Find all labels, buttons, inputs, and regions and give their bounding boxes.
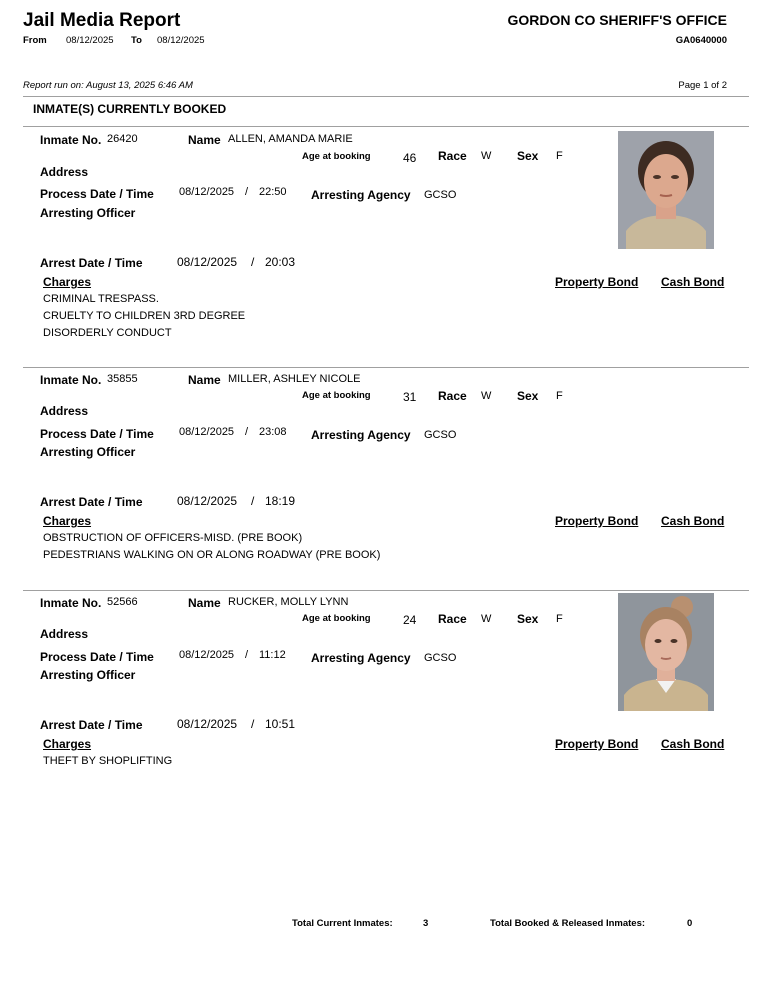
address-label: Address (40, 404, 89, 418)
inmate-no-label: Inmate No. (40, 373, 102, 387)
inmate-no: 26420 (107, 133, 138, 145)
age-value: 24 (403, 613, 417, 627)
arrest-label: Arrest Date / Time (40, 256, 143, 270)
total-current-label: Total Current Inmates: (292, 918, 393, 929)
inmate-no: 52566 (107, 596, 138, 608)
inmate-no: 35855 (107, 373, 138, 385)
agency-value: GCSO (424, 189, 457, 201)
to-date: 08/12/2025 (157, 35, 205, 46)
name-label: Name (188, 373, 221, 387)
arrest-time: 20:03 (265, 255, 296, 269)
property-bond-label: Property Bond (555, 275, 639, 289)
office-name: GORDON CO SHERIFF'S OFFICE (507, 12, 727, 28)
address-label: Address (40, 627, 89, 641)
age-label: Age at booking (302, 390, 371, 401)
race-value: W (481, 613, 492, 625)
page-number: Page 1 of 2 (678, 80, 727, 91)
name-label: Name (188, 133, 221, 147)
process-time: 22:50 (259, 186, 287, 198)
arrest-date: 08/12/2025 (177, 255, 238, 269)
age-value: 31 (403, 390, 417, 404)
arrest-label: Arrest Date / Time (40, 718, 143, 732)
slash: / (245, 426, 249, 438)
inmate-photo (618, 593, 714, 711)
inmate-name: RUCKER, MOLLY LYNN (228, 596, 349, 608)
agency-label: Arresting Agency (311, 651, 411, 665)
record-divider (23, 367, 749, 368)
process-label: Process Date / Time (40, 187, 154, 201)
total-released-label: Total Booked & Released Inmates: (490, 918, 646, 929)
property-bond-label: Property Bond (555, 737, 639, 751)
arrest-time: 10:51 (265, 717, 296, 731)
charge-item: CRUELTY TO CHILDREN 3RD DEGREE (43, 310, 246, 322)
charges-label: Charges (43, 275, 92, 289)
process-date: 08/12/2025 (179, 649, 235, 661)
process-time: 11:12 (259, 649, 286, 661)
charges-label: Charges (43, 514, 92, 528)
charge-item: CRIMINAL TRESPASS. (43, 293, 159, 305)
inmate-photo (618, 131, 714, 249)
slash: / (251, 494, 255, 508)
agency-code: GA0640000 (675, 35, 727, 46)
sex-value: F (556, 390, 563, 402)
inmate-name: ALLEN, AMANDA MARIE (228, 133, 353, 145)
cash-bond-label: Cash Bond (661, 514, 725, 528)
total-current-value: 3 (423, 918, 429, 929)
officer-label: Arresting Officer (40, 206, 136, 220)
agency-label: Arresting Agency (311, 188, 411, 202)
address-label: Address (40, 165, 89, 179)
race-label: Race (438, 149, 467, 163)
inmate-name: MILLER, ASHLEY NICOLE (228, 373, 361, 385)
sex-value: F (556, 613, 563, 625)
age-label: Age at booking (302, 613, 371, 624)
section-title: INMATE(S) CURRENTLY BOOKED (33, 102, 227, 116)
race-label: Race (438, 389, 467, 403)
inmate-no-label: Inmate No. (40, 596, 102, 610)
arrest-date: 08/12/2025 (177, 494, 238, 508)
to-label: To (131, 35, 142, 46)
sex-label: Sex (517, 389, 539, 403)
officer-label: Arresting Officer (40, 445, 136, 459)
race-value: W (481, 150, 492, 162)
process-date: 08/12/2025 (179, 186, 235, 198)
age-label: Age at booking (302, 151, 371, 162)
agency-label: Arresting Agency (311, 428, 411, 442)
property-bond-label: Property Bond (555, 514, 639, 528)
process-label: Process Date / Time (40, 427, 154, 441)
process-time: 23:08 (259, 426, 287, 438)
arrest-time: 18:19 (265, 494, 296, 508)
arrest-date: 08/12/2025 (177, 717, 238, 731)
record-divider (23, 590, 749, 591)
charge-item: DISORDERLY CONDUCT (43, 327, 172, 339)
arrest-label: Arrest Date / Time (40, 495, 143, 509)
from-label: From (23, 35, 47, 46)
sex-value: F (556, 150, 563, 162)
age-value: 46 (403, 151, 417, 165)
total-released-value: 0 (687, 918, 693, 929)
cash-bond-label: Cash Bond (661, 275, 725, 289)
charge-item: PEDESTRIANS WALKING ON OR ALONG ROADWAY (PRE BOOK) (43, 549, 381, 561)
charges-label: Charges (43, 737, 92, 751)
slash: / (245, 649, 249, 661)
cash-bond-label: Cash Bond (661, 737, 725, 751)
sex-label: Sex (517, 149, 539, 163)
process-label: Process Date / Time (40, 650, 154, 664)
agency-value: GCSO (424, 429, 457, 441)
process-date: 08/12/2025 (179, 426, 235, 438)
race-value: W (481, 390, 492, 402)
slash: / (251, 255, 255, 269)
header-divider (23, 96, 749, 97)
race-label: Race (438, 612, 467, 626)
name-label: Name (188, 596, 221, 610)
report-run-on: Report run on: August 13, 2025 6:46 AM (23, 80, 193, 91)
report-title: Jail Media Report (23, 10, 181, 31)
charge-item: THEFT BY SHOPLIFTING (43, 755, 173, 767)
slash: / (251, 717, 255, 731)
inmate-no-label: Inmate No. (40, 133, 102, 147)
slash: / (245, 186, 249, 198)
sex-label: Sex (517, 612, 539, 626)
section-divider (23, 126, 749, 127)
from-date: 08/12/2025 (66, 35, 114, 46)
charge-item: OBSTRUCTION OF OFFICERS-MISD. (PRE BOOK) (43, 532, 303, 544)
officer-label: Arresting Officer (40, 668, 136, 682)
agency-value: GCSO (424, 652, 457, 664)
